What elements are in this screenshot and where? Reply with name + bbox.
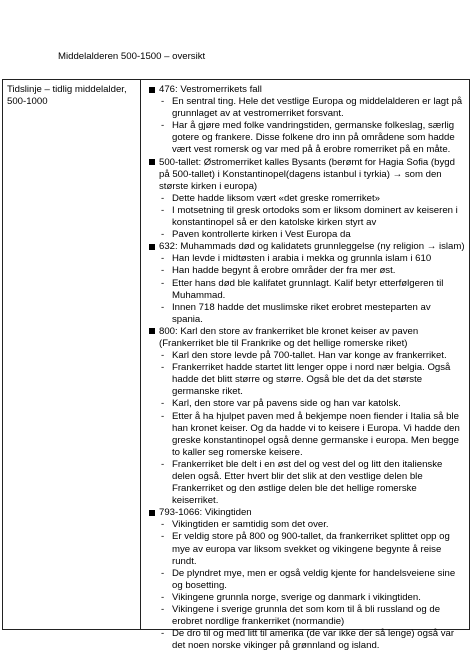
dash-bullet-icon: - bbox=[161, 192, 165, 204]
dash-bullet-icon: - bbox=[161, 410, 165, 422]
list-item-text: Etter å ha hjulpet paven med å bekjempe noen fiender i Italia så ble han kronet keiser. Og da hadde vi to keisere i Europa. Vi hadde den greske konstantinopel også denne germanske i europa. Men begge to kaller seg romerske keisere. bbox=[172, 410, 460, 458]
dash-bullet-icon: - bbox=[161, 253, 165, 265]
dash-bullet-icon: - bbox=[161, 604, 165, 616]
list-item bbox=[144, 278, 466, 302]
dash-bullet-icon: - bbox=[161, 277, 165, 289]
dash-bullet-icon: - bbox=[161, 458, 165, 470]
list-item bbox=[144, 350, 466, 362]
list-item bbox=[144, 229, 466, 241]
section-heading-text: 476: Vestromerrikets fall bbox=[159, 84, 262, 95]
dash-bullet-icon: - bbox=[161, 591, 165, 603]
list-item bbox=[144, 519, 466, 531]
list-item-text: Vikingtiden er samtidig som det over. bbox=[172, 519, 329, 531]
square-bullet-icon bbox=[149, 87, 155, 93]
list-item bbox=[144, 302, 466, 326]
list-item-text: Han hadde begynt å erobre områder der fra mer øst. bbox=[172, 265, 396, 277]
list-item bbox=[144, 265, 466, 277]
section-heading-text: 793-1066: Vikingtiden bbox=[159, 507, 252, 519]
list-item-text: Innen 718 hadde det muslimske riket erobret mesteparten av spania. bbox=[172, 301, 431, 325]
list-item-text: Etter hans død ble kalifatet grunnlagt. Kalif betyr etterfølgeren til Muhammad. bbox=[172, 277, 444, 301]
list-item-text: Har å gjøre med folke vandringstiden, germanske folkeslag, særlig gotere og frankere. Disse folkene dro inn på områdene som hadde vært vest romersk og var med på å erobre romerriket på en måte. bbox=[172, 120, 455, 156]
list-item bbox=[144, 604, 466, 628]
list-item bbox=[144, 531, 466, 567]
dash-bullet-icon: - bbox=[161, 229, 165, 241]
section-heading bbox=[144, 84, 466, 96]
section-500 bbox=[144, 157, 466, 242]
list-item bbox=[144, 205, 466, 229]
dash-bullet-icon: - bbox=[161, 398, 165, 410]
dash-bullet-icon: - bbox=[161, 350, 165, 362]
square-bullet-icon bbox=[149, 328, 155, 334]
section-heading bbox=[144, 241, 466, 253]
list-item-text: Dette hadde liksom vært «det greske romerriket» bbox=[172, 192, 380, 204]
list-item-text: Er veldig store på 800 og 900-tallet, da frankerriket splittet opp og mye av europa var liksom svekket og vikingene begynte å reise rundt. bbox=[172, 531, 450, 567]
timeline-content-cell bbox=[144, 84, 466, 652]
list-item bbox=[144, 459, 466, 507]
list-item-text: Vikingene i sverige grunnla det som kom til å bli russland og de erobret nordlige frankerriket (normandie) bbox=[172, 604, 441, 628]
list-item-text: Vikingene grunnla norge, sverige og danmark i vikingtiden. bbox=[172, 591, 421, 603]
dash-bullet-icon: - bbox=[161, 531, 165, 543]
list-item bbox=[144, 96, 466, 120]
list-item-text: I motsetning til gresk ortodoks som er liksom dominert av keiseren i konstantinopel så er den katolske kirken styrt av bbox=[172, 204, 458, 229]
list-item bbox=[144, 362, 466, 398]
section-heading-text: 500-tallet: Østromerriket kalles Bysants (berømt for Hagia Sofia (bygd på 500-tallet) i Konstantinopel(dagens istanbul i tyrkia) → som den største kirken i europa) bbox=[159, 156, 455, 192]
list-item-text: Paven kontrollerte kirken i Vest Europa da bbox=[172, 229, 351, 241]
overview-table bbox=[2, 79, 470, 652]
square-bullet-icon bbox=[149, 244, 155, 250]
dash-bullet-icon: - bbox=[161, 301, 165, 313]
dash-bullet-icon: - bbox=[161, 120, 165, 132]
list-item bbox=[144, 411, 466, 459]
section-heading bbox=[144, 326, 466, 350]
list-item-text: En sentral ting. Hele det vestlige Europa og middelalderen er lagt på grunnlaget av at vestromerriket forsvant. bbox=[172, 96, 463, 120]
section-heading bbox=[144, 157, 466, 193]
section-heading-text: 800: Karl den store av frankerriket ble kronet keiser av paven (Frankerriket ble til Frankrike og det hellige romerske riket) bbox=[159, 325, 419, 349]
list-item-text: Han levde i midtøsten i arabia i mekka og grunnla islam i 610 bbox=[172, 253, 432, 265]
section-793 bbox=[144, 507, 466, 652]
list-item-text: Frankerriket ble delt i en øst del og vest del og litt den italienske delen også. Etter hvert blir det slik at den vestlige delen ble Frankerriket og den østlige delen ble det hellige romerske keiserriket. bbox=[172, 458, 443, 507]
section-476 bbox=[144, 84, 466, 157]
list-item bbox=[144, 253, 466, 265]
dash-bullet-icon: - bbox=[161, 265, 165, 277]
dash-bullet-icon: - bbox=[161, 567, 165, 579]
timeline-label-cell: Tidslinje – tidlig middelalder, 500-1000 bbox=[7, 84, 127, 108]
list-item bbox=[144, 568, 466, 592]
dash-bullet-icon: - bbox=[161, 362, 165, 374]
dash-bullet-icon: - bbox=[161, 204, 165, 216]
list-item-text: Frankerriket hadde startet litt lenger oppe i nord nær belgia. Også hadde det blitt større og større. Også ble det da det største germanske riket. bbox=[172, 362, 451, 398]
section-heading-text: 632: Muhammads død og kalidatets grunnleggelse (ny religion → islam) bbox=[159, 241, 465, 253]
list-item bbox=[144, 120, 466, 156]
section-632 bbox=[144, 241, 466, 326]
list-item bbox=[144, 193, 466, 205]
square-bullet-icon bbox=[149, 159, 155, 165]
dash-bullet-icon: - bbox=[161, 96, 165, 108]
list-item-text: Karl, den store var på pavens side og han var katolsk. bbox=[172, 398, 401, 410]
list-item-text: De dro til og med litt til amerika (de var ikke der så lenge) også var det noen norske vikinger på grønnland og island. bbox=[172, 628, 455, 652]
list-item-text: De plyndret mye, men er også veldig kjente for handelsveiene sine og bosetting. bbox=[172, 567, 456, 591]
column-divider bbox=[140, 80, 141, 629]
list-item bbox=[144, 592, 466, 604]
list-item-text: Karl den store levde på 700-tallet. Han var konge av frankerriket. bbox=[172, 350, 447, 362]
list-item bbox=[144, 398, 466, 410]
square-bullet-icon bbox=[149, 510, 155, 516]
dash-bullet-icon: - bbox=[161, 628, 165, 640]
section-800 bbox=[144, 326, 466, 507]
section-heading bbox=[144, 507, 466, 519]
list-item bbox=[144, 628, 466, 652]
dash-bullet-icon: - bbox=[161, 519, 165, 531]
page-title: Middelalderen 500-1500 – oversikt bbox=[58, 51, 206, 62]
